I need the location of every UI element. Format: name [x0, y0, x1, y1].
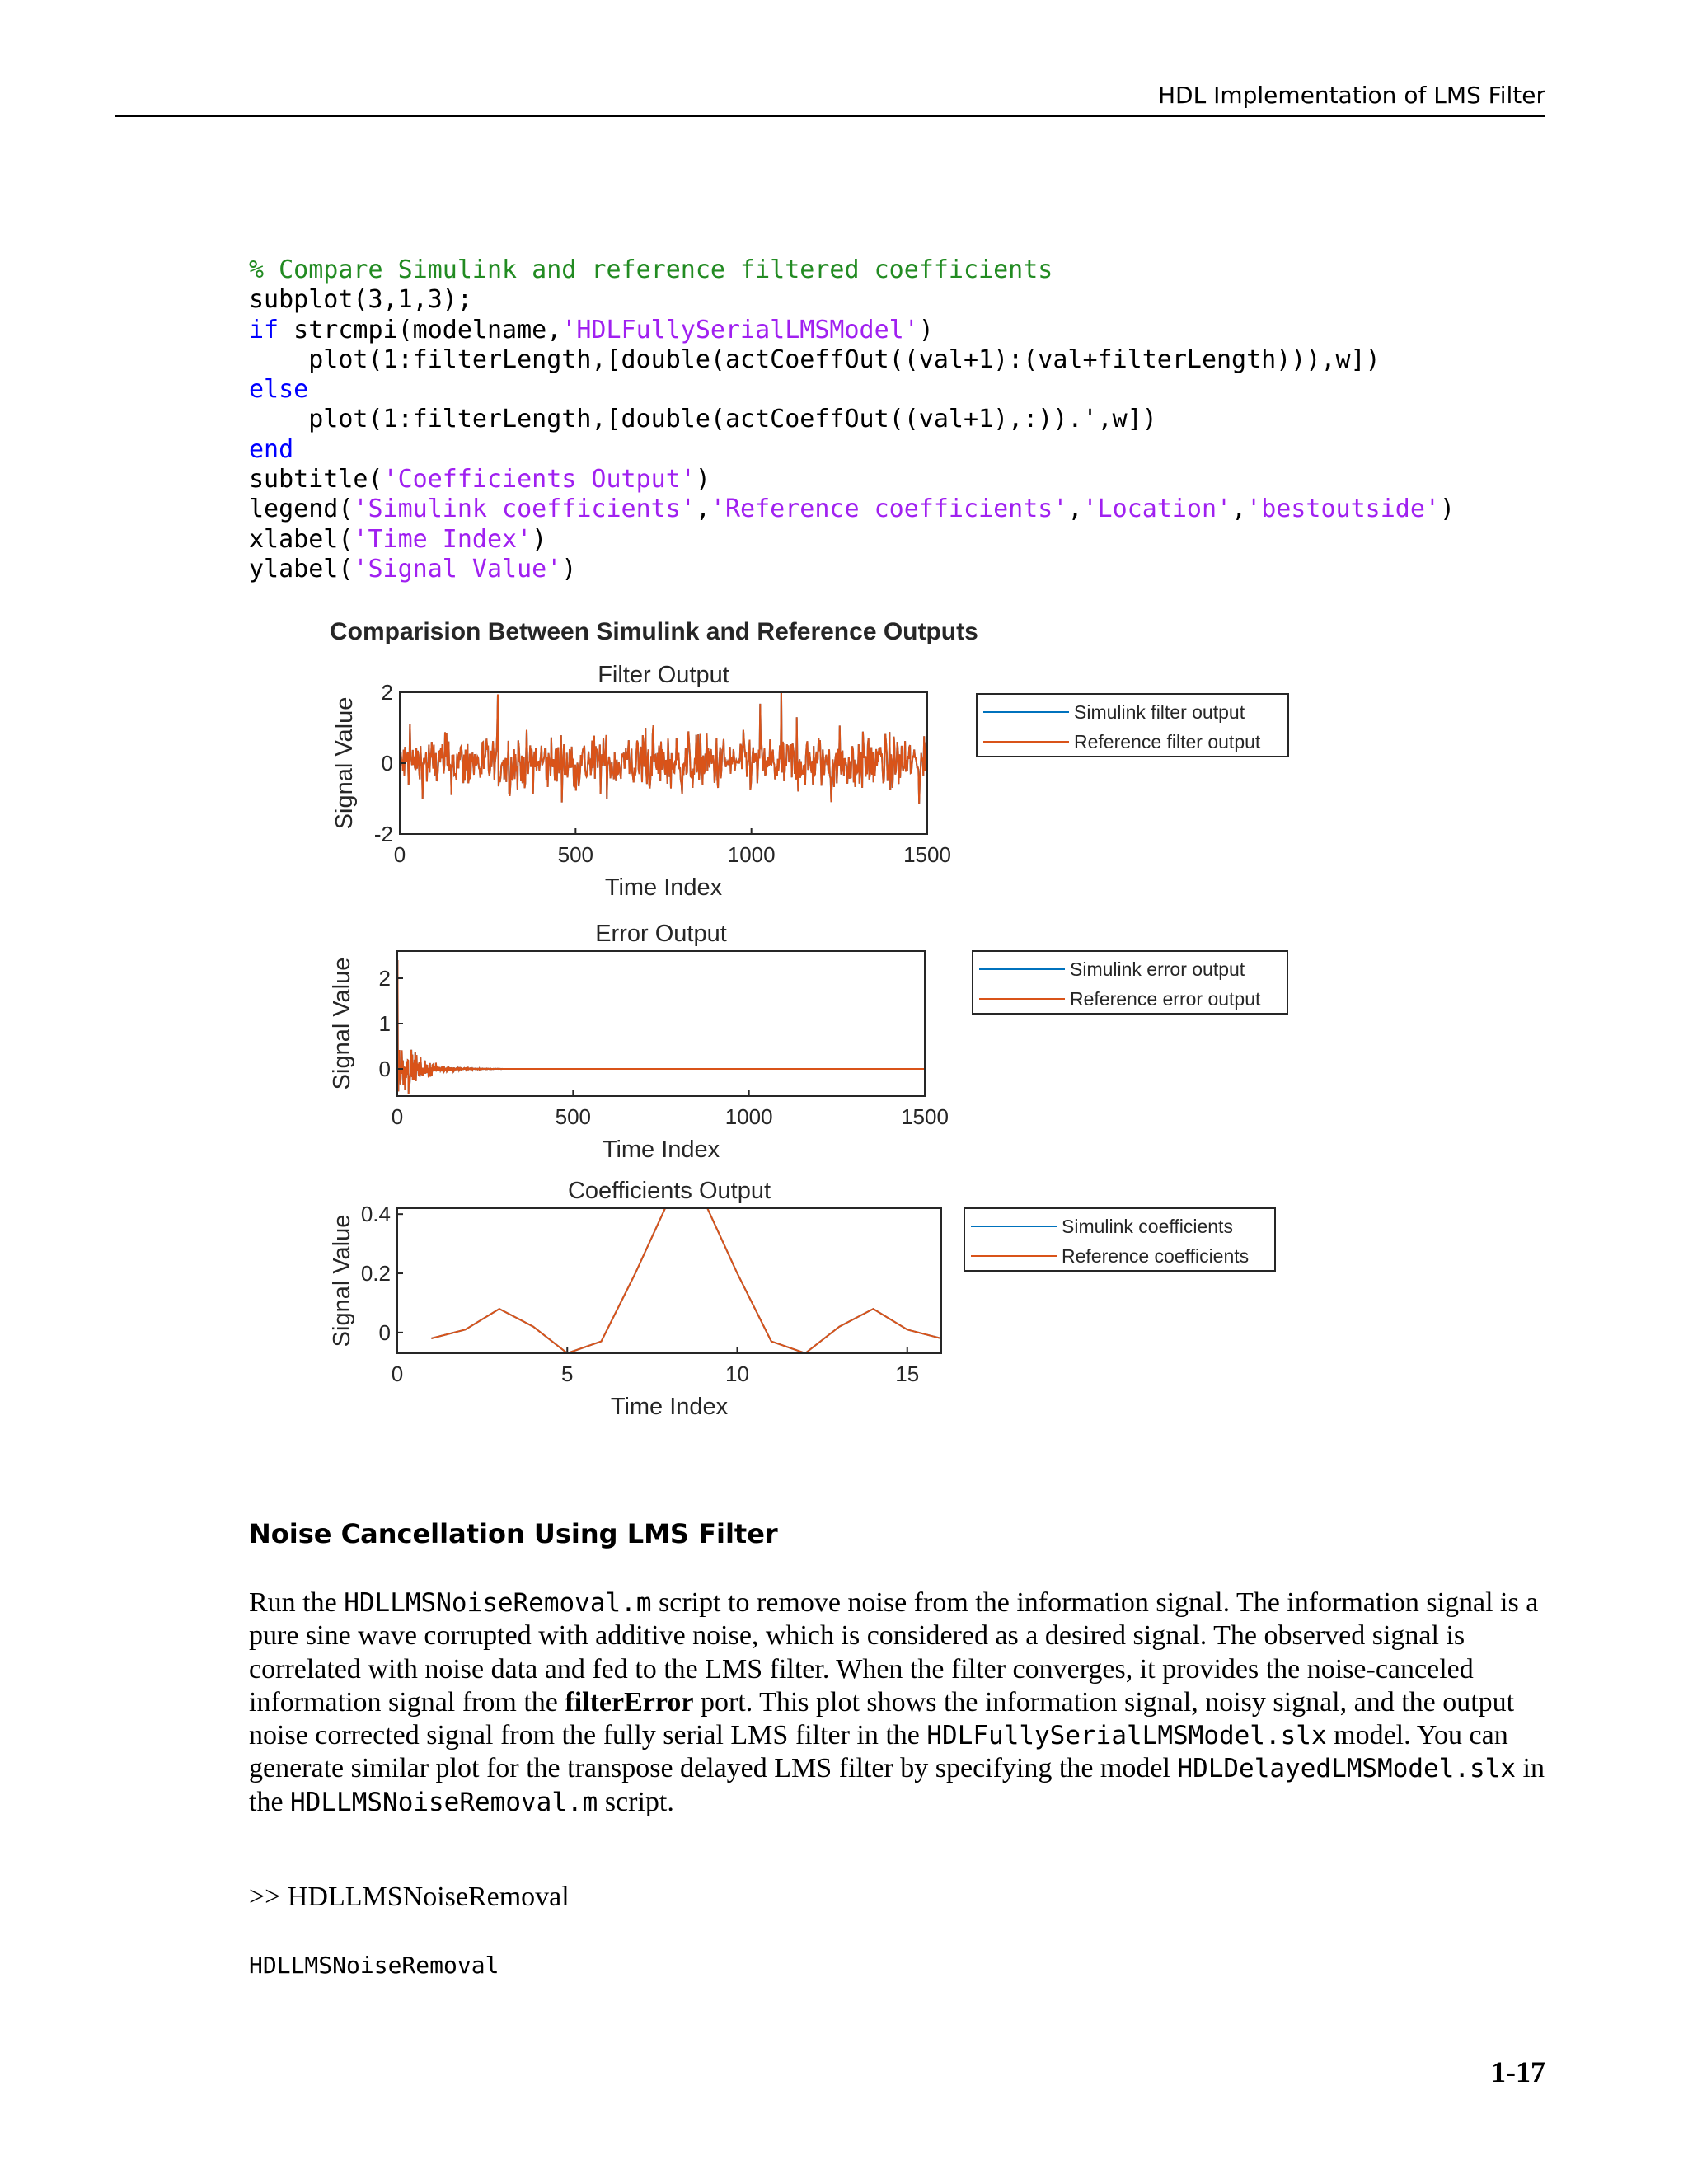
code-line: plot(1:filterLength,[double(actCoeffOut((val+1),:)).',w]) — [249, 405, 1157, 434]
y-tick-label: 2 — [378, 966, 391, 991]
y-tick-label: 0 — [378, 1319, 391, 1345]
x-tick-label: 15 — [895, 1361, 920, 1386]
section-heading: Noise Cancellation Using LMS Filter — [249, 1518, 778, 1549]
body-text: in the — [249, 1753, 1545, 1817]
code-line: subplot(3,1,3); — [249, 285, 472, 315]
code-string: 'Coefficients Output' — [382, 465, 696, 494]
series-group — [431, 1199, 941, 1353]
x-axis-label: Time Index — [610, 1394, 729, 1420]
y-axis-label: Signal Value — [331, 696, 358, 830]
code-string: 'HDLFullySerialLMSModel' — [561, 315, 919, 344]
legend-entry: Simulink filter output — [1074, 701, 1245, 723]
code-text: , — [1067, 494, 1083, 524]
subplot-coefficients-output — [329, 1178, 1275, 1420]
code-string: 'Simulink coefficients' — [353, 494, 696, 524]
series-group — [400, 689, 926, 804]
x-tick-label: 0 — [391, 1104, 404, 1129]
code-text: ) — [532, 524, 547, 554]
code-text: , — [1231, 494, 1247, 524]
y-tick-label: 0.4 — [360, 1202, 391, 1227]
code-text: ) — [1439, 494, 1456, 524]
inline-code: HDLLMSNoiseRemoval.m — [290, 1787, 598, 1817]
series-line-reference — [397, 960, 925, 1094]
x-tick-label: 10 — [725, 1361, 749, 1386]
code-line: plot(1:filterLength,[double(actCoeffOut((val+1):(val+filterLength))),w]) — [249, 344, 1381, 374]
legend-entry: Reference coefficients — [1062, 1245, 1250, 1267]
series-line-simulink — [397, 960, 925, 1094]
code-keyword: if — [249, 315, 279, 344]
x-tick-label: 0 — [393, 842, 406, 867]
code-string: 'Time Index' — [353, 524, 532, 554]
code-text: legend( — [249, 494, 354, 524]
y-axis-label: Signal Value — [329, 957, 355, 1090]
body-text: Run the — [249, 1587, 345, 1618]
code-text: ) — [695, 465, 710, 494]
x-tick-label: 1000 — [724, 1104, 773, 1129]
subplot-title: Coefficients Output — [567, 1178, 771, 1204]
axes-box — [397, 951, 925, 1096]
y-tick-label: 0 — [378, 1057, 391, 1081]
subplot-title: Filter Output — [598, 662, 729, 688]
code-text: , — [695, 494, 710, 524]
y-tick-label: -2 — [373, 822, 393, 846]
code-text: subtitle( — [249, 465, 383, 494]
x-tick-label: 5 — [561, 1361, 574, 1386]
inline-code: HDLLMSNoiseRemoval.m — [344, 1588, 652, 1618]
page-header — [115, 79, 1545, 117]
code-block — [249, 255, 1455, 584]
code-string: 'Location' — [1082, 494, 1232, 524]
figure-canvas — [305, 610, 1327, 1451]
y-tick-label: 0.2 — [360, 1261, 391, 1286]
legend — [964, 1208, 1275, 1271]
subplot-filter-output — [331, 662, 1288, 901]
y-tick-label: 2 — [381, 680, 393, 705]
body-text: script to remove noise from the information signal. The information signal is a pure sine wave corrupted with additive noise, which is considered as a desired signal. The observed signal is correlated with noise data and fed to the LMS filter. When the filter converges, it provides the noise-canceled information signal from the — [249, 1587, 1539, 1718]
command-line: >> HDLLMSNoiseRemoval — [249, 1882, 570, 1912]
x-tick-label: 1500 — [901, 1104, 949, 1129]
legend — [977, 694, 1288, 757]
x-tick-label: 500 — [555, 1104, 592, 1129]
figure-title: Comparision Between Simulink and Reference Outputs — [330, 618, 978, 645]
code-text: ) — [918, 315, 934, 344]
legend — [973, 951, 1287, 1014]
series-line-simulink — [431, 1199, 941, 1353]
legend-entry: Simulink coefficients — [1062, 1216, 1233, 1237]
body-text: model. You can generate similar plot for the transpose delayed LMS filter by specifying the model — [249, 1720, 1508, 1784]
series-line-reference — [400, 689, 926, 804]
series-group — [397, 960, 925, 1094]
inline-code: HDLFullySerialLMSModel.slx — [926, 1721, 1327, 1751]
y-tick-label: 0 — [381, 751, 393, 776]
series-line-reference — [431, 1199, 941, 1353]
series-line-simulink — [400, 689, 926, 804]
axes-box — [397, 1208, 941, 1353]
bold-term: filterError — [565, 1686, 694, 1718]
body-paragraph — [249, 1586, 1551, 1819]
y-axis-label: Signal Value — [329, 1214, 355, 1347]
body-text: script. — [598, 1786, 674, 1817]
command-output: HDLLMSNoiseRemoval — [249, 1952, 499, 1979]
x-axis-label: Time Index — [602, 1137, 720, 1163]
code-text: ylabel( — [249, 554, 354, 583]
x-tick-label: 1000 — [727, 842, 776, 867]
subplot-error-output — [329, 921, 1287, 1163]
code-string: 'Reference coefficients' — [710, 494, 1068, 524]
x-tick-label: 0 — [391, 1361, 404, 1386]
code-text: ) — [561, 554, 577, 583]
x-tick-label: 500 — [557, 842, 594, 867]
inline-code: HDLDelayedLMSModel.slx — [1177, 1754, 1517, 1784]
code-text: xlabel( — [249, 524, 354, 554]
code-text: strcmpi(modelname, — [279, 315, 562, 344]
subplot-title: Error Output — [595, 921, 727, 947]
legend-entry: Reference error output — [1070, 988, 1261, 1010]
header-title: HDL Implementation of LMS Filter — [1157, 82, 1545, 109]
legend-entry: Simulink error output — [1070, 958, 1245, 980]
code-comment: % Compare Simulink and reference filtered coefficients — [249, 255, 1053, 284]
legend-entry: Reference filter output — [1074, 731, 1261, 752]
x-tick-label: 1500 — [903, 842, 951, 867]
code-keyword: else — [249, 375, 309, 405]
matlab-figure — [305, 610, 1327, 1451]
x-axis-label: Time Index — [604, 874, 723, 901]
code-string: 'Signal Value' — [353, 554, 562, 583]
y-tick-label: 1 — [378, 1011, 391, 1036]
code-keyword: end — [249, 434, 294, 464]
page-number: 1-17 — [1491, 2055, 1545, 2088]
code-string: 'bestoutside' — [1246, 494, 1440, 524]
body-text: port. This plot shows the information signal, noisy signal, and the output noise corrected signal from the fully serial LMS filter in the — [249, 1686, 1515, 1751]
